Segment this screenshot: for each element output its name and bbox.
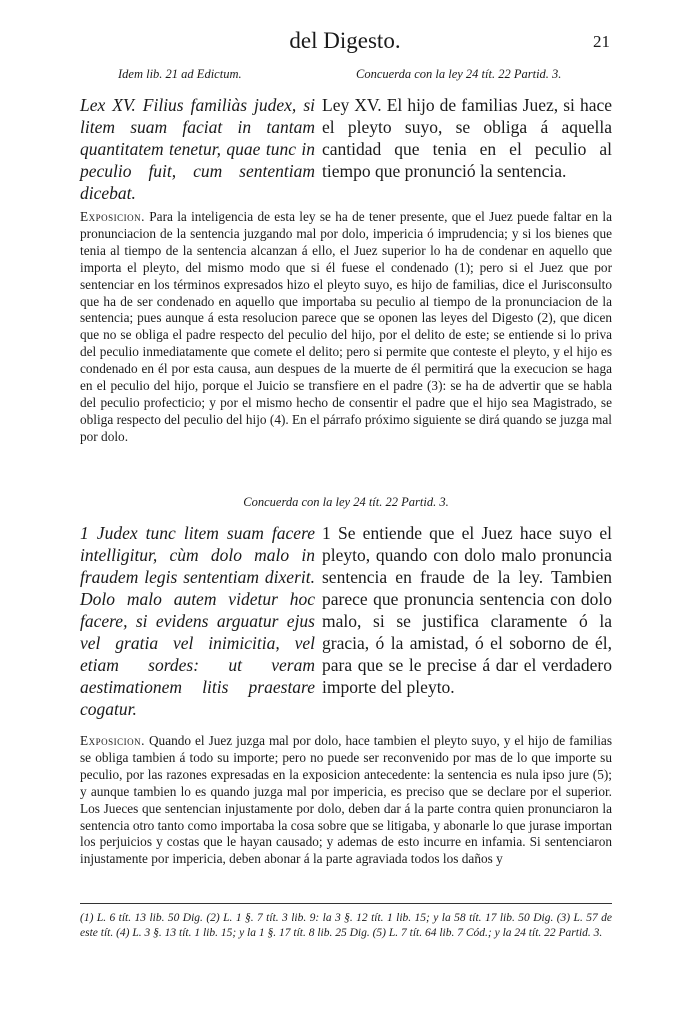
page-number: 21: [593, 32, 610, 51]
footnote-divider: [80, 903, 612, 904]
law-latin-text: Lex XV. Filius familiàs judex, si litem suam faciat in tantam quantitatem tenetur, quae tunc in peculio fuit, cum sententiam dicebat.: [80, 95, 315, 203]
exposition-text: Quando el Juez juzga mal por dolo, hace tambien el pleyto suyo, y el hijo de familias se obliga tambien á todo su importe; pero no puede ser reconvenido por mas de lo que importe su peculio, por las razones expresadas en la exposicion antecedente: la sentencia es nula ipso jure (5); y aunque tambien lo es quando juzga mal por impericia, es preciso que se declare por el superior. Los Jueces que sentencian injustamente por dolo, deben dar á la parte contra quien pronunciaron la sentencia otro tanto como importaba la cosa sobre que se litigaba, y abonarle lo que jurase importan los perjuicios y costas que le hayan causado; y ademas de esto incurre en infamia. Si sentenciaron injustamente por impericia, deben abonar á la parte agraviada todos los daños y: [80, 733, 612, 867]
footnotes: (1) L. 6 tít. 13 lib. 50 Dig. (2) L. 1 §. 7 tít. 3 lib. 9: la 3 §. 12 tít. 1 lib. 15; y la 58 tít. 17 lib. 50 Dig. (3) L. 57 de este tít. (4) L. 3 §. 13 tít. 1 lib. 15; y la 1 §. 17 tít. 8 lib. 25 Dig. (5) L. 7 tít. 64 lib. 7 Cód.; y la 24 tít. 22 Partid. 3.: [80, 912, 612, 939]
running-title: del Digesto.: [289, 28, 401, 53]
exposition-text: Para la inteligencia de esta ley se ha de tener presente, que el Juez puede faltar en la pronunciacion de la sentencia juzgando mal por dolo, impericia ó imprudencia; y si los bienes que tenia al tiempo de la sentencia alcanzan á ello, el Juez superior lo ha de condenar en aquello que importa el pleyto, del mismo modo que si él fuese el condenado (1); pero si el Juez que por sentenciar en los términos expresados hizo el pleyto suyo, es hijo de familias, dice el Jurisconsulto que ha de ser condenado en aquello que importaba su peculio al tiempo de la pronunciacion de la sentencia; pues aunque á esta resolucion parece que se oponen las leyes del Digesto (2), que dicen que no se obliga el padre respecto del peculio del hijo, por el delito de este; se entiende si lo priva del peculio inmediatamente que comete el delito; pero si permite que conteste el pleyto, y el hijo es condenado en él por esta causa, aun despues de la muerte de él permitirá que la execucion se haga en el peculio del hijo, porque el Juicio se transfiere en el padre (3): se ha de advertir que se habla del peculio profecticio; y por el mismo hecho de consentir el padre que el hijo sea Magistrado, se obliga respecto del peculio del hijo (4). En el párrafo próximo siguiente se dirá quando se juzga mal por dolo.: [80, 209, 612, 444]
concordance-reference: Concuerda con la ley 24 tít. 22 Partid. 3.: [356, 67, 562, 81]
concordance-line: Concuerda con la ley 24 tít. 22 Partid. 3.: [243, 495, 449, 509]
exposition-label: Exposicion.: [80, 733, 145, 748]
exposition-2: [80, 733, 612, 868]
paragraph-1-latin: 1 Judex tunc litem suam facere intelligitur, cùm dolo malo in fraudem legis sententiam dixerit. Dolo malo autem videtur hoc facere, si evidens arguatur ejus vel gratia vel inimicitia, vel etiam sordes: ut veram aestimationem litis praestare cogatur.: [80, 523, 315, 719]
page-header: [80, 28, 610, 58]
exposition-1: [80, 209, 612, 446]
law-spanish-text: Ley XV. El hijo de familias Juez, si hace el pleyto suyo, se obliga á aquella cantidad que tenia en el peculio al tiempo que pronunció la sentencia.: [322, 95, 612, 181]
source-reference: Idem lib. 21 ad Edictum.: [118, 67, 242, 81]
paragraph-1-spanish: 1 Se entiende que el Juez hace suyo el pleyto, quando con dolo malo pronuncia sentencia en fraude de la ley. Tambien parece que pronuncia sentencia con dolo malo, si se justifica claramente ó la gracia, ó la amistad, ó el soborno de él, para que se le precise á dar el verdadero importe del pleyto.: [322, 523, 612, 697]
exposition-label: Exposicion.: [80, 209, 145, 224]
